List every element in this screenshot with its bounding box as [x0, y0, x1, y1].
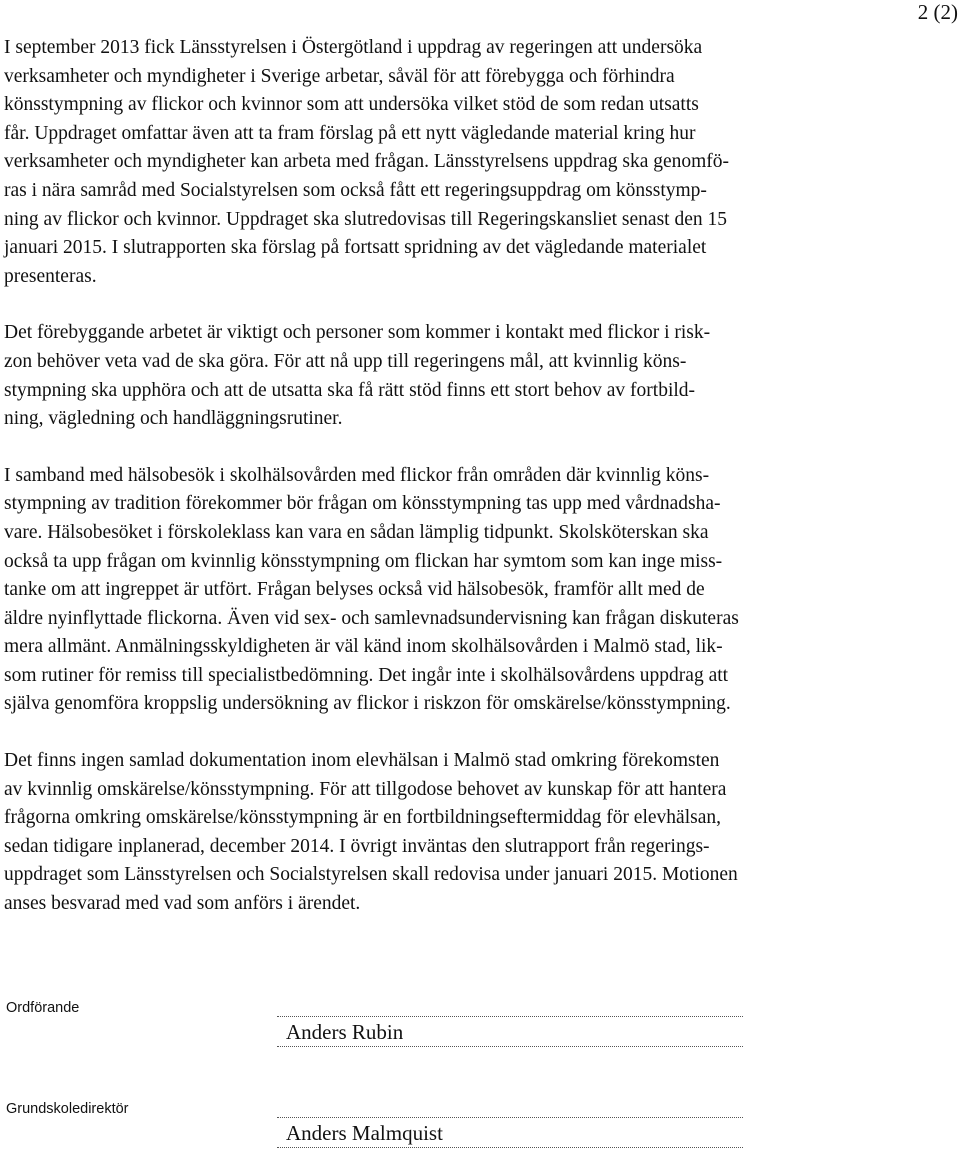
- text-line: I september 2013 fick Länsstyrelsen i Östergötland i uppdrag av regeringen att undersöka: [4, 37, 703, 58]
- signature-top-rule: [277, 1016, 743, 1017]
- text-line: också ta upp frågan om kvinnlig könsstympning om flickan har symtom som kan inge miss-: [4, 550, 723, 572]
- text-line: mera allmänt. Anmälningsskyldigheten är väl känd inom skolhälsovården i Malmö stad, lik-: [4, 636, 723, 658]
- signature-line: [277, 1046, 743, 1047]
- document-body: [4, 34, 894, 947]
- text-line: av kvinnlig omskärelse/könsstympning. För att tillgodose behovet av kunskap för att hantera: [4, 778, 727, 800]
- text-line: uppdraget som Länsstyrelsen och Socialstyrelsen skall redovisa under januari 2015. Motionen: [4, 864, 738, 886]
- text-line: äldre nyinflyttade flickorna. Även vid sex- och samlevnadsundervisning kan frågan diskuteras: [4, 607, 739, 629]
- text-line: verksamheter och myndigheter kan arbeta med frågan. Länsstyrelsens uppdrag ska genomfö-: [4, 151, 730, 173]
- text-line: Det finns ingen samlad dokumentation inom elevhälsan i Malmö stad omkring förekomsten: [4, 750, 720, 772]
- text-line: ning av flickor och kvinnor. Uppdraget ska slutredovisas till Regeringskansliet senast den 15: [4, 208, 727, 230]
- text-line: Det förebyggande arbetet är viktigt och personer som kommer i kontakt med flickor i risk-: [4, 322, 711, 344]
- text-line: stympning av tradition förekommer bör frågan om könsstympning tas upp med vårdnadsha-: [4, 493, 721, 515]
- page-number: 2 (2): [917, 0, 958, 24]
- text-line: zon behöver veta vad de ska göra. För att nå upp till regeringens mål, att kvinnlig köns-: [4, 350, 687, 372]
- paragraph-halsobesok: [4, 462, 894, 719]
- signature-line: [277, 1147, 743, 1148]
- signature-role-grundskoledirektor: Grundskoledirektör: [6, 1101, 129, 1117]
- text-line: frågorna omkring omskärelse/könsstympning är en fortbildningseftermiddag för elevhälsan,: [4, 807, 721, 829]
- text-line: får. Uppdraget omfattar även att ta fram förslag på ett nytt vägledande material kring hur: [4, 122, 696, 144]
- text-line: verksamheter och myndigheter i Sverige arbetar, såväl för att förebygga och förhindra: [4, 65, 675, 87]
- paragraph-dokumentation: [4, 747, 894, 919]
- signature-name-ordforande: Anders Rubin: [286, 1020, 404, 1044]
- text-line: vare. Hälsobesöket i förskoleklass kan vara en sådan lämplig tidpunkt. Skolsköterskan ska: [4, 521, 709, 543]
- text-line: ning, vägledning och handläggningsrutiner.: [4, 408, 343, 430]
- signature-top-rule: [277, 1117, 743, 1118]
- text-line: presenteras.: [4, 265, 97, 287]
- text-line: stympning ska upphöra och att de utsatta ska få rätt stöd finns ett stort behov av fortbild-: [4, 379, 696, 401]
- text-line: I samband med hälsobesök i skolhälsovården med flickor från områden där kvinnlig köns-: [4, 464, 710, 486]
- text-line: könsstympning av flickor och kvinnor som att undersöka vilket stöd de som redan utsatts: [4, 94, 699, 116]
- text-line: sedan tidigare inplanerad, december 2014. I övrigt inväntas den slutrapport från regerings-: [4, 835, 710, 857]
- text-line: tanke om att ingreppet är utfört. Frågan belyses också vid hälsobesök, framför allt med de: [4, 579, 705, 601]
- paragraph-lansstyrelsen-uppdrag: [4, 34, 894, 291]
- paragraph-forebyggande-arbete: [4, 319, 894, 433]
- text-line: själva genomföra kroppslig undersökning av flickor i riskzon för omskärelse/könsstympning.: [4, 693, 731, 715]
- text-line: som rutiner för remiss till specialistbedömning. Det ingår inte i skolhälsovårdens uppdrag att: [4, 664, 729, 686]
- signature-name-grundskoledirektor: Anders Malmquist: [286, 1121, 443, 1145]
- signature-role-ordforande: Ordförande: [6, 1000, 80, 1016]
- text-line: januari 2015. I slutrapporten ska förslag på fortsatt spridning av det vägledande materialet: [4, 237, 707, 259]
- text-line: ras i nära samråd med Socialstyrelsen som också fått ett regeringsuppdrag om könsstymp-: [4, 179, 707, 201]
- text-line: anses besvarad med vad som anförs i ärendet.: [4, 893, 361, 915]
